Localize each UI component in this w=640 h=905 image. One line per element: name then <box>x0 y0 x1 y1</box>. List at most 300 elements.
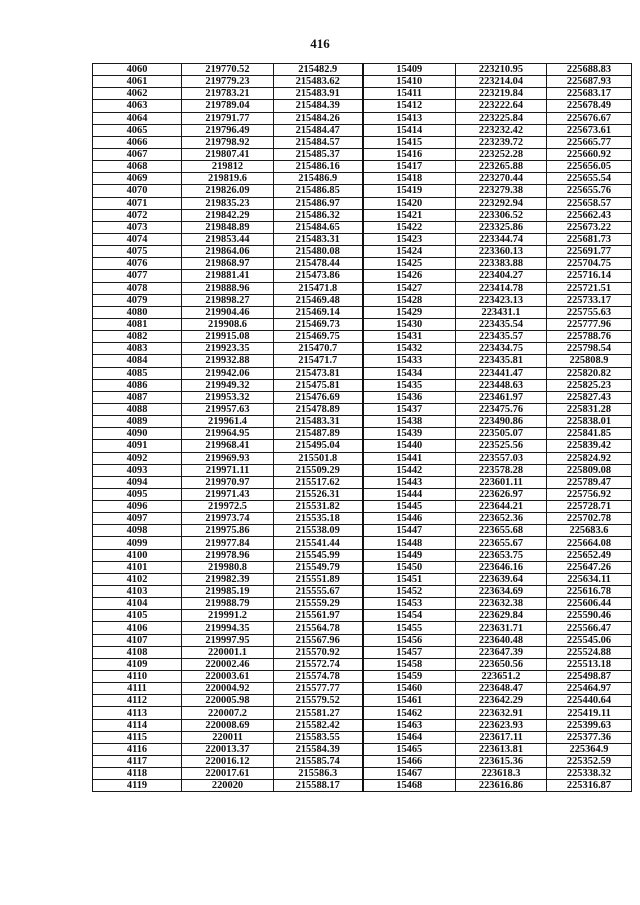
y-right-cell: 225824.92 <box>547 452 632 464</box>
x-left-cell: 220013.37 <box>182 743 274 755</box>
x-right-cell: 223434.75 <box>456 343 547 355</box>
x-left-cell: 219961.4 <box>182 416 274 428</box>
table-row <box>93 124 632 136</box>
point-id-left-cell: 4082 <box>93 331 182 343</box>
y-left-cell: 215501.8 <box>274 452 363 464</box>
point-id-left-cell: 4109 <box>93 658 182 670</box>
y-left-cell: 215509.29 <box>274 464 363 476</box>
y-right-cell: 225647.26 <box>547 561 632 573</box>
point-id-left-cell: 4073 <box>93 221 182 233</box>
x-left-cell: 219770.52 <box>182 64 274 76</box>
y-left-cell: 215579.52 <box>274 695 363 707</box>
point-id-left-cell: 4110 <box>93 671 182 683</box>
point-id-left-cell: 4075 <box>93 246 182 258</box>
x-left-cell: 219796.49 <box>182 124 274 136</box>
x-left-cell: 220004.92 <box>182 683 274 695</box>
x-left-cell: 220001.1 <box>182 646 274 658</box>
x-left-cell: 220002.46 <box>182 658 274 670</box>
y-right-cell: 225660.92 <box>547 148 632 160</box>
point-id-right-cell: 15424 <box>363 246 456 258</box>
point-id-left-cell: 4107 <box>93 634 182 646</box>
x-left-cell: 219807.41 <box>182 148 274 160</box>
y-right-cell: 225364.9 <box>547 743 632 755</box>
x-right-cell: 223601.11 <box>456 476 547 488</box>
x-left-cell: 219791.77 <box>182 112 274 124</box>
y-left-cell: 215570.92 <box>274 646 363 658</box>
y-left-cell: 215484.65 <box>274 221 363 233</box>
table-row <box>93 501 632 513</box>
table-row <box>93 695 632 707</box>
point-id-right-cell: 15461 <box>363 695 456 707</box>
point-id-right-cell: 15444 <box>363 488 456 500</box>
point-id-right-cell: 15411 <box>363 88 456 100</box>
y-right-cell: 225788.76 <box>547 331 632 343</box>
point-id-right-cell: 15436 <box>363 391 456 403</box>
table-row <box>93 161 632 173</box>
y-right-cell: 225687.93 <box>547 76 632 88</box>
x-left-cell: 219868.97 <box>182 258 274 270</box>
x-right-cell: 223292.94 <box>456 197 547 209</box>
x-left-cell: 219853.44 <box>182 233 274 245</box>
x-right-cell: 223616.86 <box>456 780 547 792</box>
y-left-cell: 215583.55 <box>274 731 363 743</box>
x-right-cell: 223632.38 <box>456 598 547 610</box>
x-left-cell: 219783.21 <box>182 88 274 100</box>
point-id-right-cell: 15431 <box>363 331 456 343</box>
y-left-cell: 215531.82 <box>274 501 363 513</box>
y-left-cell: 215469.14 <box>274 306 363 318</box>
y-left-cell: 215572.74 <box>274 658 363 670</box>
point-id-left-cell: 4093 <box>93 464 182 476</box>
x-right-cell: 223279.38 <box>456 185 547 197</box>
y-left-cell: 215475.81 <box>274 379 363 391</box>
point-id-left-cell: 4112 <box>93 695 182 707</box>
y-right-cell: 225676.67 <box>547 112 632 124</box>
y-left-cell: 215582.42 <box>274 719 363 731</box>
point-id-left-cell: 4113 <box>93 707 182 719</box>
x-right-cell: 223265.88 <box>456 161 547 173</box>
y-right-cell: 225683.17 <box>547 88 632 100</box>
point-id-right-cell: 15463 <box>363 719 456 731</box>
point-id-left-cell: 4116 <box>93 743 182 755</box>
point-id-right-cell: 15455 <box>363 622 456 634</box>
point-id-left-cell: 4078 <box>93 282 182 294</box>
x-left-cell: 219881.41 <box>182 270 274 282</box>
y-right-cell: 225820.82 <box>547 367 632 379</box>
x-right-cell: 223505.07 <box>456 428 547 440</box>
y-right-cell: 225655.76 <box>547 185 632 197</box>
x-left-cell: 219985.19 <box>182 586 274 598</box>
x-right-cell: 223655.68 <box>456 525 547 537</box>
table-row <box>93 246 632 258</box>
point-id-right-cell: 15449 <box>363 549 456 561</box>
y-left-cell: 215484.57 <box>274 136 363 148</box>
table-row <box>93 549 632 561</box>
x-right-cell: 223435.57 <box>456 331 547 343</box>
y-left-cell: 215486.16 <box>274 161 363 173</box>
table-row <box>93 355 632 367</box>
point-id-left-cell: 4074 <box>93 233 182 245</box>
point-id-left-cell: 4089 <box>93 416 182 428</box>
y-right-cell: 225756.92 <box>547 488 632 500</box>
x-left-cell: 220005.98 <box>182 695 274 707</box>
point-id-left-cell: 4092 <box>93 452 182 464</box>
x-left-cell: 220020 <box>182 780 274 792</box>
table-row <box>93 634 632 646</box>
x-right-cell: 223629.84 <box>456 610 547 622</box>
x-left-cell: 219977.84 <box>182 537 274 549</box>
y-right-cell: 225683.6 <box>547 525 632 537</box>
table-row <box>93 197 632 209</box>
table-row <box>93 343 632 355</box>
y-left-cell: 215473.81 <box>274 367 363 379</box>
table-row <box>93 452 632 464</box>
x-right-cell: 223383.88 <box>456 258 547 270</box>
y-right-cell: 225662.43 <box>547 209 632 221</box>
x-right-cell: 223615.36 <box>456 756 547 768</box>
x-left-cell: 219835.23 <box>182 197 274 209</box>
x-left-cell: 220017.61 <box>182 768 274 780</box>
point-id-right-cell: 15428 <box>363 294 456 306</box>
y-left-cell: 215561.97 <box>274 610 363 622</box>
point-id-left-cell: 4118 <box>93 768 182 780</box>
table-row <box>93 683 632 695</box>
table-row <box>93 646 632 658</box>
y-left-cell: 215473.86 <box>274 270 363 282</box>
x-left-cell: 219812 <box>182 161 274 173</box>
y-right-cell: 225616.78 <box>547 586 632 598</box>
coordinates-table <box>92 63 632 792</box>
x-right-cell: 223644.21 <box>456 501 547 513</box>
y-left-cell: 215559.29 <box>274 598 363 610</box>
point-id-left-cell: 4097 <box>93 513 182 525</box>
x-right-cell: 223239.72 <box>456 136 547 148</box>
point-id-right-cell: 15447 <box>363 525 456 537</box>
table-row <box>93 148 632 160</box>
x-right-cell: 223423.13 <box>456 294 547 306</box>
x-right-cell: 223232.42 <box>456 124 547 136</box>
point-id-right-cell: 15443 <box>363 476 456 488</box>
table-row <box>93 64 632 76</box>
x-right-cell: 223431.1 <box>456 306 547 318</box>
y-left-cell: 215486.97 <box>274 197 363 209</box>
y-left-cell: 215581.27 <box>274 707 363 719</box>
table-row <box>93 780 632 792</box>
y-left-cell: 215551.89 <box>274 573 363 585</box>
point-id-right-cell: 15409 <box>363 64 456 76</box>
y-right-cell: 225825.23 <box>547 379 632 391</box>
point-id-right-cell: 15441 <box>363 452 456 464</box>
x-right-cell: 223435.81 <box>456 355 547 367</box>
x-left-cell: 219978.96 <box>182 549 274 561</box>
x-right-cell: 223306.52 <box>456 209 547 221</box>
y-left-cell: 215483.31 <box>274 233 363 245</box>
table-row <box>93 318 632 330</box>
table-row <box>93 756 632 768</box>
table-row <box>93 270 632 282</box>
y-left-cell: 215584.39 <box>274 743 363 755</box>
y-right-cell: 225498.87 <box>547 671 632 683</box>
table-row <box>93 537 632 549</box>
point-id-right-cell: 15440 <box>363 440 456 452</box>
point-id-right-cell: 15465 <box>363 743 456 755</box>
x-left-cell: 219997.95 <box>182 634 274 646</box>
y-right-cell: 225839.42 <box>547 440 632 452</box>
table-row <box>93 622 632 634</box>
x-left-cell: 219779.23 <box>182 76 274 88</box>
y-right-cell: 225524.88 <box>547 646 632 658</box>
x-right-cell: 223632.91 <box>456 707 547 719</box>
point-id-right-cell: 15418 <box>363 173 456 185</box>
point-id-right-cell: 15432 <box>363 343 456 355</box>
x-left-cell: 219904.46 <box>182 306 274 318</box>
y-left-cell: 215476.69 <box>274 391 363 403</box>
point-id-left-cell: 4085 <box>93 367 182 379</box>
table-body <box>93 64 632 792</box>
point-id-right-cell: 15462 <box>363 707 456 719</box>
x-right-cell: 223219.84 <box>456 88 547 100</box>
point-id-right-cell: 15421 <box>363 209 456 221</box>
table-row <box>93 294 632 306</box>
y-right-cell: 225808.9 <box>547 355 632 367</box>
point-id-right-cell: 15466 <box>363 756 456 768</box>
x-left-cell: 219980.8 <box>182 561 274 573</box>
y-right-cell: 225440.64 <box>547 695 632 707</box>
table-row <box>93 719 632 731</box>
x-left-cell: 220007.2 <box>182 707 274 719</box>
point-id-left-cell: 4088 <box>93 403 182 415</box>
point-id-right-cell: 15448 <box>363 537 456 549</box>
y-left-cell: 215517.62 <box>274 476 363 488</box>
point-id-left-cell: 4095 <box>93 488 182 500</box>
y-left-cell: 215486.85 <box>274 185 363 197</box>
point-id-left-cell: 4086 <box>93 379 182 391</box>
y-left-cell: 215545.99 <box>274 549 363 561</box>
point-id-right-cell: 15434 <box>363 367 456 379</box>
x-right-cell: 223404.27 <box>456 270 547 282</box>
x-right-cell: 223651.2 <box>456 671 547 683</box>
table-row <box>93 112 632 124</box>
table-row <box>93 476 632 488</box>
point-id-right-cell: 15435 <box>363 379 456 391</box>
x-left-cell: 220016.12 <box>182 756 274 768</box>
y-right-cell: 225798.54 <box>547 343 632 355</box>
y-right-cell: 225688.83 <box>547 64 632 76</box>
x-right-cell: 223414.78 <box>456 282 547 294</box>
point-id-left-cell: 4060 <box>93 64 182 76</box>
x-left-cell: 219991.2 <box>182 610 274 622</box>
point-id-left-cell: 4077 <box>93 270 182 282</box>
table-row <box>93 331 632 343</box>
point-id-right-cell: 15423 <box>363 233 456 245</box>
y-right-cell: 225838.01 <box>547 416 632 428</box>
point-id-right-cell: 15430 <box>363 318 456 330</box>
table-row <box>93 440 632 452</box>
point-id-left-cell: 4079 <box>93 294 182 306</box>
x-left-cell: 219932.88 <box>182 355 274 367</box>
y-right-cell: 225789.47 <box>547 476 632 488</box>
x-right-cell: 223652.36 <box>456 513 547 525</box>
point-id-left-cell: 4069 <box>93 173 182 185</box>
point-id-right-cell: 15437 <box>363 403 456 415</box>
point-id-left-cell: 4099 <box>93 537 182 549</box>
x-left-cell: 219975.86 <box>182 525 274 537</box>
point-id-left-cell: 4106 <box>93 622 182 634</box>
table-row <box>93 513 632 525</box>
point-id-right-cell: 15458 <box>363 658 456 670</box>
point-id-left-cell: 4117 <box>93 756 182 768</box>
point-id-left-cell: 4063 <box>93 100 182 112</box>
y-right-cell: 225566.47 <box>547 622 632 634</box>
x-right-cell: 223617.11 <box>456 731 547 743</box>
x-right-cell: 223655.67 <box>456 537 547 549</box>
point-id-right-cell: 15417 <box>363 161 456 173</box>
table-row <box>93 88 632 100</box>
x-right-cell: 223646.16 <box>456 561 547 573</box>
point-id-right-cell: 15446 <box>363 513 456 525</box>
y-right-cell: 225678.49 <box>547 100 632 112</box>
x-right-cell: 223222.64 <box>456 100 547 112</box>
y-left-cell: 215487.89 <box>274 428 363 440</box>
point-id-right-cell: 15450 <box>363 561 456 573</box>
x-left-cell: 219957.63 <box>182 403 274 415</box>
x-right-cell: 223252.28 <box>456 148 547 160</box>
x-right-cell: 223578.28 <box>456 464 547 476</box>
y-right-cell: 225755.63 <box>547 306 632 318</box>
x-right-cell: 223653.75 <box>456 549 547 561</box>
point-id-left-cell: 4064 <box>93 112 182 124</box>
table-row <box>93 282 632 294</box>
table-row <box>93 464 632 476</box>
x-left-cell: 219908.6 <box>182 318 274 330</box>
y-right-cell: 225377.36 <box>547 731 632 743</box>
point-id-left-cell: 4068 <box>93 161 182 173</box>
y-right-cell: 225419.11 <box>547 707 632 719</box>
y-right-cell: 225399.63 <box>547 719 632 731</box>
x-left-cell: 220008.69 <box>182 719 274 731</box>
x-right-cell: 223639.64 <box>456 573 547 585</box>
point-id-left-cell: 4076 <box>93 258 182 270</box>
x-right-cell: 223461.97 <box>456 391 547 403</box>
table-row <box>93 76 632 88</box>
x-right-cell: 223210.95 <box>456 64 547 76</box>
x-left-cell: 219898.27 <box>182 294 274 306</box>
table-row <box>93 561 632 573</box>
x-right-cell: 223441.47 <box>456 367 547 379</box>
y-right-cell: 225513.18 <box>547 658 632 670</box>
x-right-cell: 223270.44 <box>456 173 547 185</box>
point-id-left-cell: 4115 <box>93 731 182 743</box>
point-id-right-cell: 15419 <box>363 185 456 197</box>
y-left-cell: 215469.75 <box>274 331 363 343</box>
point-id-right-cell: 15468 <box>363 780 456 792</box>
point-id-right-cell: 15427 <box>363 282 456 294</box>
point-id-left-cell: 4091 <box>93 440 182 452</box>
point-id-right-cell: 15438 <box>363 416 456 428</box>
x-left-cell: 219982.39 <box>182 573 274 585</box>
x-right-cell: 223214.04 <box>456 76 547 88</box>
y-left-cell: 215471.7 <box>274 355 363 367</box>
x-left-cell: 219888.96 <box>182 282 274 294</box>
x-right-cell: 223525.56 <box>456 440 547 452</box>
y-right-cell: 225590.46 <box>547 610 632 622</box>
x-right-cell: 223640.48 <box>456 634 547 646</box>
x-left-cell: 219969.93 <box>182 452 274 464</box>
point-id-left-cell: 4105 <box>93 610 182 622</box>
point-id-left-cell: 4119 <box>93 780 182 792</box>
x-left-cell: 219848.89 <box>182 221 274 233</box>
point-id-left-cell: 4080 <box>93 306 182 318</box>
table-row <box>93 173 632 185</box>
point-id-left-cell: 4062 <box>93 88 182 100</box>
point-id-left-cell: 4094 <box>93 476 182 488</box>
y-left-cell: 215577.77 <box>274 683 363 695</box>
y-right-cell: 225665.77 <box>547 136 632 148</box>
point-id-left-cell: 4101 <box>93 561 182 573</box>
y-right-cell: 225352.59 <box>547 756 632 768</box>
point-id-right-cell: 15429 <box>363 306 456 318</box>
x-left-cell: 219994.35 <box>182 622 274 634</box>
table-row <box>93 731 632 743</box>
table-row <box>93 768 632 780</box>
point-id-left-cell: 4108 <box>93 646 182 658</box>
y-left-cell: 215483.62 <box>274 76 363 88</box>
point-id-left-cell: 4087 <box>93 391 182 403</box>
x-right-cell: 223647.39 <box>456 646 547 658</box>
y-left-cell: 215470.7 <box>274 343 363 355</box>
x-left-cell: 220011 <box>182 731 274 743</box>
point-id-right-cell: 15451 <box>363 573 456 585</box>
y-right-cell: 225673.61 <box>547 124 632 136</box>
point-id-right-cell: 15410 <box>363 76 456 88</box>
point-id-left-cell: 4114 <box>93 719 182 731</box>
point-id-right-cell: 15416 <box>363 148 456 160</box>
x-left-cell: 219972.5 <box>182 501 274 513</box>
table-row <box>93 100 632 112</box>
y-right-cell: 225681.73 <box>547 233 632 245</box>
x-right-cell: 223490.86 <box>456 416 547 428</box>
y-right-cell: 225831.28 <box>547 403 632 415</box>
y-left-cell: 215588.17 <box>274 780 363 792</box>
x-right-cell: 223631.71 <box>456 622 547 634</box>
point-id-right-cell: 15452 <box>363 586 456 598</box>
x-right-cell: 223626.97 <box>456 488 547 500</box>
x-right-cell: 223650.56 <box>456 658 547 670</box>
y-left-cell: 215478.89 <box>274 403 363 415</box>
point-id-left-cell: 4061 <box>93 76 182 88</box>
point-id-right-cell: 15439 <box>363 428 456 440</box>
point-id-right-cell: 15426 <box>363 270 456 282</box>
point-id-right-cell: 15413 <box>363 112 456 124</box>
x-left-cell: 219953.32 <box>182 391 274 403</box>
point-id-left-cell: 4067 <box>93 148 182 160</box>
point-id-right-cell: 15459 <box>363 671 456 683</box>
x-left-cell: 219923.35 <box>182 343 274 355</box>
x-left-cell: 219970.97 <box>182 476 274 488</box>
x-right-cell: 223435.54 <box>456 318 547 330</box>
table-row <box>93 221 632 233</box>
table-row <box>93 367 632 379</box>
x-right-cell: 223648.47 <box>456 683 547 695</box>
point-id-left-cell: 4072 <box>93 209 182 221</box>
table-row <box>93 743 632 755</box>
table-row <box>93 391 632 403</box>
y-right-cell: 225338.32 <box>547 768 632 780</box>
x-right-cell: 223225.84 <box>456 112 547 124</box>
point-id-right-cell: 15457 <box>363 646 456 658</box>
table-row <box>93 525 632 537</box>
point-id-left-cell: 4084 <box>93 355 182 367</box>
